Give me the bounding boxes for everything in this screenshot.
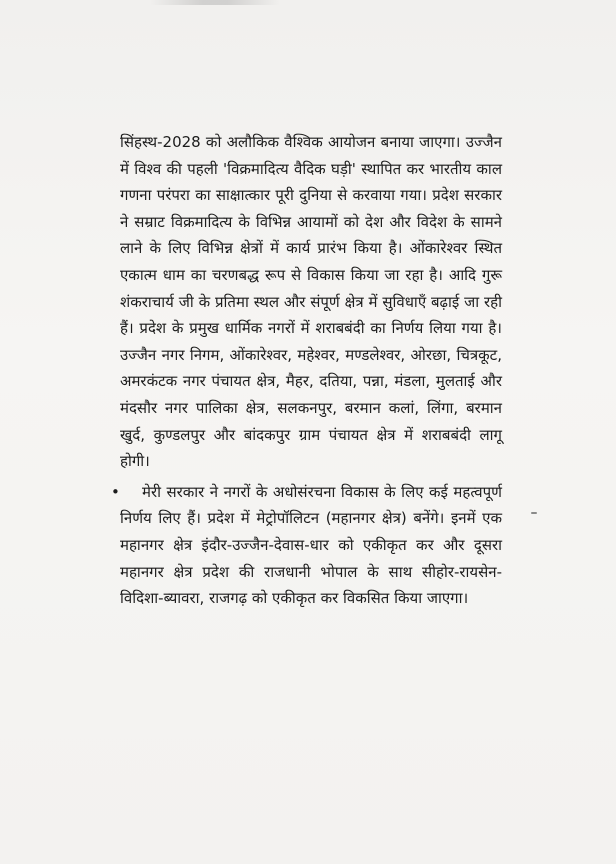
paragraph-2: मेरी सरकार ने नगरों के अधोसंरचना विकास के लिए कई महत्वपूर्ण निर्णय लिए हैं। प्रदेश में मेट्रोपॉलिटन (महानगर क्षेत्र) बनेंगे। इनमें एक महानगर क्षेत्र इंदौर-उज्जैन-देवास-धार को एकीकृत कर और दूसरा महानगर क्षेत्र प्रदेश की राजधानी भोपाल के साथ सीहोर-रायसेन-विदिशा-ब्यावरा, राजगढ़ को एकीकृत कर विकसित किया जाएगा। bbox=[120, 482, 502, 608]
bullet-marker: • bbox=[111, 482, 120, 501]
scan-smudge bbox=[150, 0, 280, 5]
body-text bbox=[111, 129, 502, 612]
paragraph-2-container bbox=[111, 479, 502, 612]
paragraph-1: सिंहस्थ-2028 को अलौकिक वैश्विक आयोजन बनाया जाएगा। उज्जैन में विश्व की पहली 'विक्रमादित्य वैदिक घड़ी' स्थापित कर भारतीय काल गणना परंपरा का साक्षात्कार पूरी दुनिया से करवाया गया। प्रदेश सरकार ने सम्राट विक्रमादित्य के विभिन्न आयामों को देश और विदेश के सामने लाने के लिए विभिन्न क्षेत्रों में कार्य प्रारंभ किया है। ओंकारेश्वर स्थित एकात्म धाम का चरणबद्ध रूप से विकास किया जा रहा है। आदि गुरू शंकराचार्य जी के प्रतिमा स्थल और संपूर्ण क्षेत्र में सुविधाएँ बढ़ाई जा रही हैं। प्रदेश के प्रमुख धार्मिक नगरों में शराबबंदी का निर्णय लिया गया है। उज्जैन नगर निगम, ओंकारेश्वर, महेश्वर, मण्डलेश्वर, ओरछा, चित्रकूट, अमरकंटक नगर पंचायत क्षेत्र, मैहर, दतिया, पन्ना, मंडला, मुलताई और मंदसौर नगर पालिका क्षेत्र, सलकनपुर, बरमान कलां, लिंगा, बरमान खुर्द, कुण्डलपुर और बांदकपुर ग्राम पंचायत क्षेत्र में शराबबंदी लागू होगी। bbox=[120, 133, 502, 471]
scan-mark bbox=[531, 512, 537, 514]
